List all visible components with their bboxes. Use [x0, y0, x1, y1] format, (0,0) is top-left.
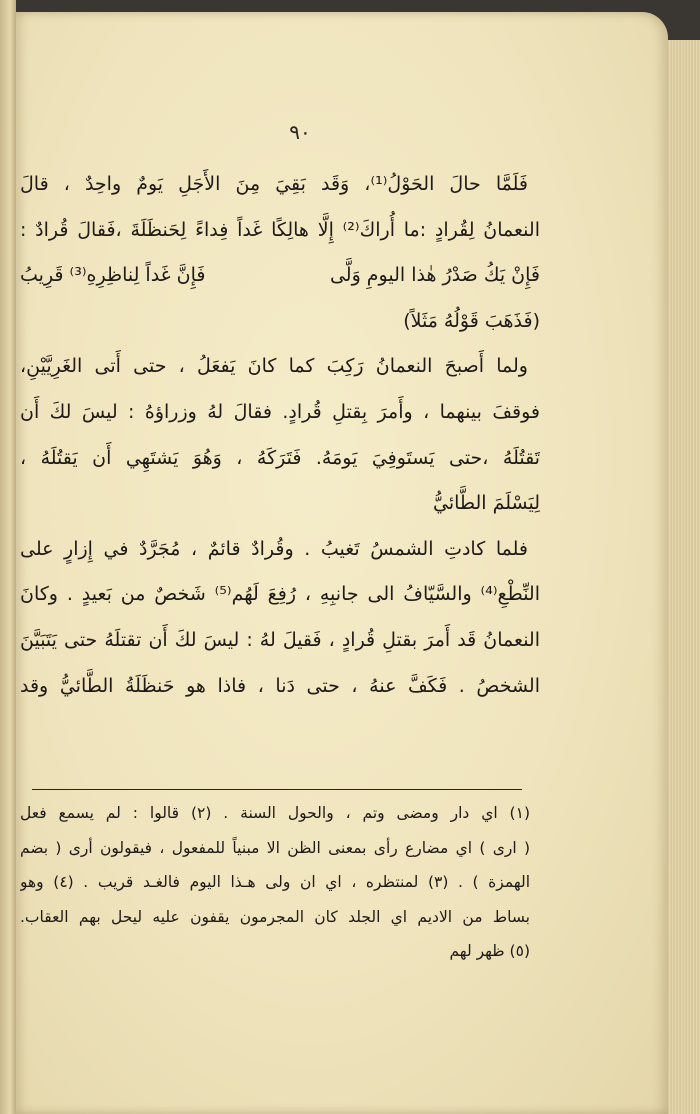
poem-verse [20, 253, 540, 299]
text-line: النعمانُ لِقُرادٍ :ما أُراكَ⁽²⁾ إِلَّا هالِكًا غَداً فِداءً لِحَنظَلَةَ ،فَقالَ قُرادٌ : [20, 218, 540, 241]
footnotes [20, 796, 530, 969]
text-line: النِّطْعِ⁽⁴⁾ والسَّيّافُ الى جانبِهِ ، رُفِعَ لَهُم⁽⁵⁾ شَخصٌ من بَعيدٍ . وكانَ [20, 583, 540, 606]
footnote-line: بساط من الاديم اي الجلد كان المجرمون يقفون عليه ليحل بهم العقاب. [20, 907, 530, 926]
verse-first-hemistich: فَإِنْ يَكُ صَدْرُ هٰذا اليومِ وَلَّى [329, 264, 540, 287]
text-line: فَلَمَّا حالَ الحَوْلُ⁽¹⁾، وَقَد بَقِيَ مِنَ الأَجَلِ يَومٌ واحِدٌ ، قالَ [20, 173, 528, 195]
footnote-line: (٥) ظهر لهم [449, 942, 530, 960]
proverb-line: (فَذَهَبَ قَوْلُهُ مَثَلاً) [403, 309, 540, 332]
facing-page-edge [0, 0, 16, 1114]
footnote-line: الهمزة ) . (٣) لمنتظره ، اي ان ولى هـذا اليوم فالغـد قريب . (٤) وهو [20, 873, 530, 891]
text-line: فوقفَ بينهما ، وأَمرَ بِقتلِ قُرادٍ. فقالَ لهُ وزراؤهُ : ليسَ لكَ أَن [20, 400, 540, 423]
book-page [16, 12, 668, 1114]
text-line: تَقتُلَهُ ،حتى يَستَوفِيَ يَومَهُ. فَتَرَكَهُ ، وَهُوَ يَشتَهِي أَن يَقتُلَهُ ، [20, 446, 540, 469]
page-number: ٩٠ [289, 120, 311, 144]
footnote-line: (١) اي دار ومضى وتم ، والحول السنة . (٢) قالوا : لم يسمع فعل [20, 804, 530, 822]
text-line: فلما كادتِ الشمسُ تَغيبُ . وقُرادٌ قائمٌ ، مُجَرَّدٌ في إِزارٍ على [20, 537, 528, 560]
text-line: ولما أَصبحَ النعمانُ رَكِبَ كما كانَ يَفعَلُ ، حتى أَتى الغَرِيَّيْنِ، [20, 355, 528, 378]
verse-second-hemistich: فَإِنَّ غَداً لِناظِرِهِ⁽³⁾ قَرِيبُ [20, 264, 206, 287]
text-line: النعمانُ قَد أَمرَ بقتلِ قُرادٍ ، فَقيلَ لهُ : ليسَ لكَ أَن تقتلَهُ حتى يَتَبَيَّنَ [20, 628, 540, 651]
footnote-line: ( ارى ) اي مضارع رأى بمعنى الظن الا مبنياً للمفعول ، فيقولون أرى ( بضم [20, 838, 530, 857]
text-line: لِيَسْلَمَ الطَّائيُّ [432, 492, 540, 515]
footnote-divider [32, 789, 522, 790]
main-text [20, 162, 540, 709]
text-line: الشخصُ . فَكَفَّ عنهُ ، حتى دَنا ، فاذا هو حَنظَلَةُ الطَّائيُّ وقد [20, 674, 540, 697]
